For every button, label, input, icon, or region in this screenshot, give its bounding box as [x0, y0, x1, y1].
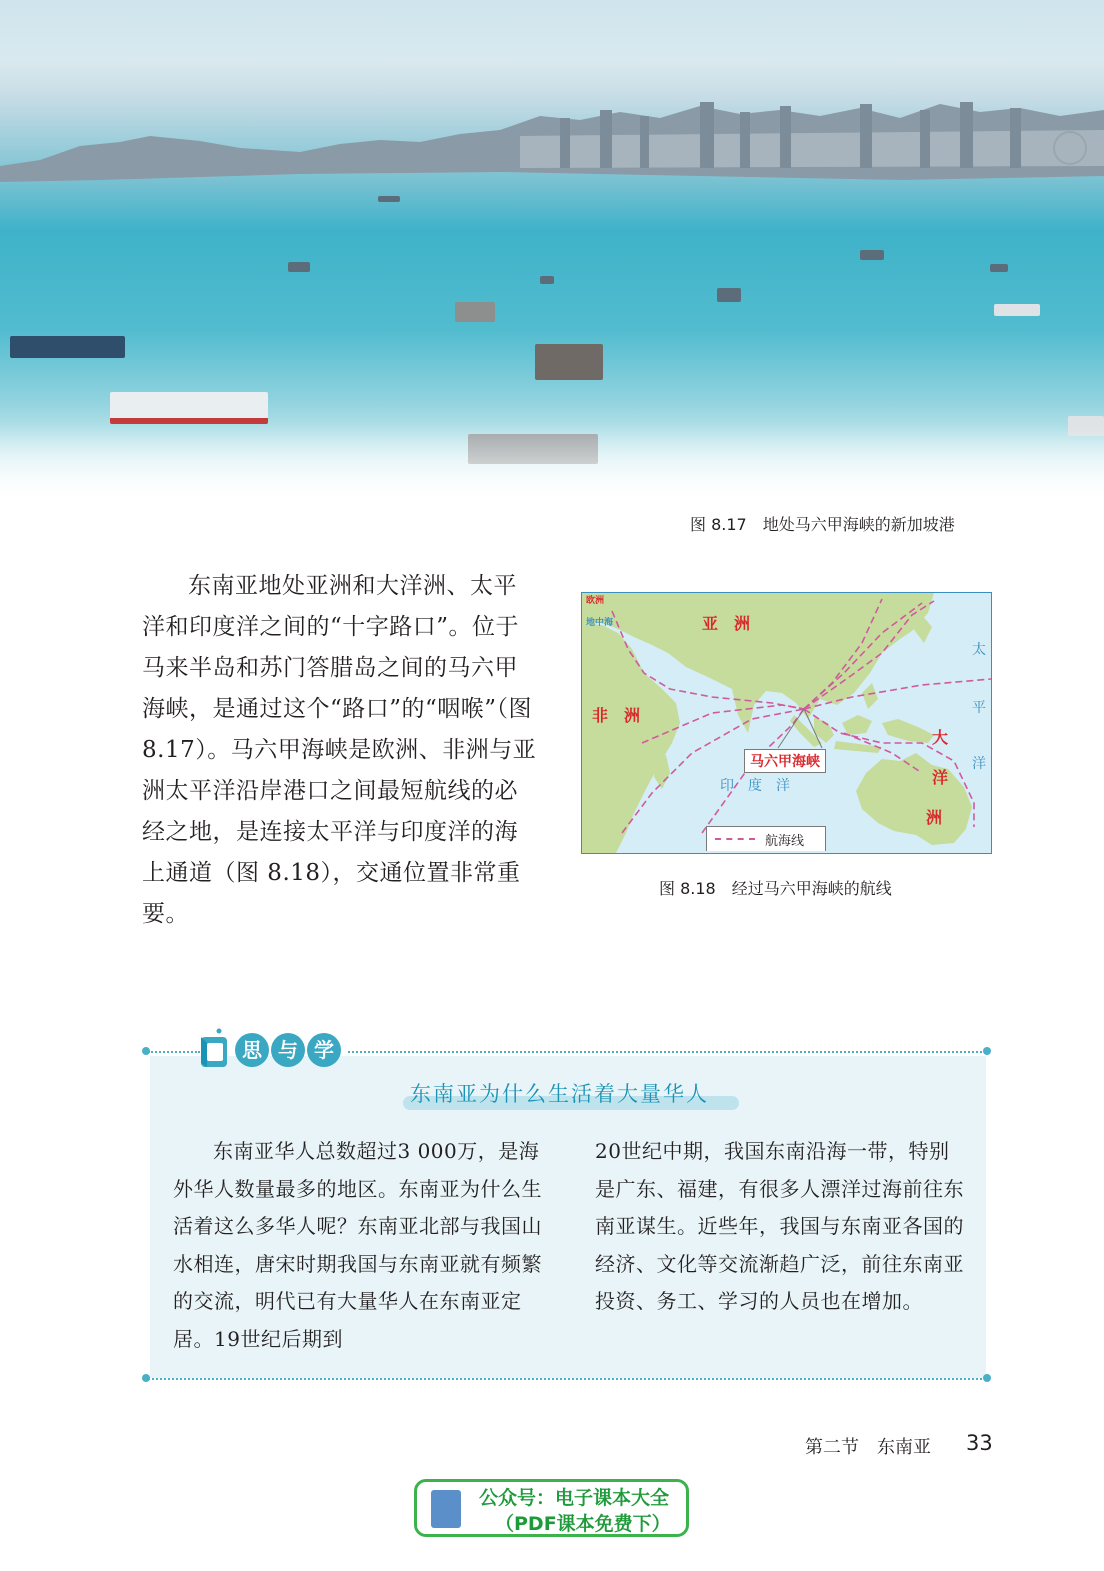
- map-label-indian-ocean: 印 度 洋: [720, 778, 790, 794]
- map-label-oceania-3: 洲: [926, 808, 943, 827]
- badge-char-3: 学: [307, 1033, 341, 1067]
- map-label-pacific-3: 洋: [972, 756, 986, 772]
- city-skyline: [0, 96, 1104, 191]
- watermark-badge: [414, 1479, 689, 1537]
- box-top-dotted-line: [148, 1051, 200, 1053]
- box-bottom-dotted-line: [148, 1378, 986, 1380]
- map-label-pacific-1: 太: [972, 642, 986, 658]
- legend-label: 航海线: [765, 834, 805, 849]
- main-paragraph-block: [142, 566, 540, 935]
- box-corner-dot: [142, 1374, 150, 1382]
- watermark-line-2: （PDF课本免费下）: [495, 1513, 671, 1535]
- section-footer: 第二节 东南亚: [805, 1437, 931, 1458]
- map-label-strait: 马六甲海峡: [744, 749, 826, 773]
- route-map: [581, 592, 992, 854]
- right-column-text: 20世纪中期，我国东南沿海一带，特别是广东、福建，有很多人漂洋过海前往东南亚谋生。近些年，我国与东南亚各国的经济、文化等交流渐趋广泛，前往东南亚投资、务工、学习的人员也在增加。: [595, 1139, 964, 1313]
- map-label-asia: 亚 洲: [702, 614, 751, 633]
- map-caption: 图 8.18 经过马六甲海峡的航线: [659, 879, 892, 898]
- ship: [288, 262, 310, 272]
- map-label-oceania-2: 洋: [932, 768, 949, 787]
- box-corner-dot: [983, 1374, 991, 1382]
- think-learn-badge: [197, 1027, 343, 1071]
- book-icon: [197, 1027, 237, 1071]
- ship: [455, 302, 495, 322]
- box-top-dotted-line: [348, 1051, 986, 1053]
- left-column-text: 东南亚华人总数超过3 000万，是海外华人数量最多的地区。东南亚为什么生活着这么多华人呢？东南亚北部与我国山水相连，唐宋时期我国与东南亚就有频繁的交流，明代已有大量华人在东南亚定居。19世纪后期到: [173, 1139, 542, 1351]
- singapore-port-photo: [0, 0, 1104, 505]
- box-corner-dot: [142, 1047, 150, 1055]
- ship: [535, 344, 603, 380]
- ship: [990, 264, 1008, 272]
- map-legend: [706, 826, 826, 851]
- ship: [378, 196, 400, 202]
- watermark-line-1: 公众号：电子课本大全: [479, 1487, 670, 1509]
- ship: [994, 304, 1040, 316]
- think-learn-right-column: [595, 1133, 967, 1321]
- ship: [717, 288, 741, 302]
- map-label-europe: 欧洲: [586, 596, 605, 606]
- think-learn-title: 东南亚为什么生活着大量华人: [410, 1082, 709, 1106]
- badge-char-2: 与: [271, 1033, 305, 1067]
- photo-caption: 图 8.17 地处马六甲海峡的新加坡港: [690, 515, 955, 534]
- ship: [10, 336, 125, 358]
- map-label-pacific-2: 平: [972, 700, 986, 716]
- ship: [110, 392, 268, 424]
- main-paragraph: 东南亚地处亚洲和大洋洲、太平洋和印度洋之间的“十字路口”。位于马来半岛和苏门答腊岛之间的马六甲海峡，是通过这个“路口”的“咽喉”（图 8.17）。马六甲海峡是欧洲、非洲与亚洲太平洋沿岸港口之间最短航线的必经之地，是连接太平洋与印度洋的海上通道（图 8.18），交通位置非常重要。: [142, 573, 537, 927]
- ship: [860, 250, 884, 260]
- textbook-logo-icon: [431, 1490, 461, 1528]
- ship: [540, 276, 554, 284]
- map-label-mediterranean: 地中海: [586, 618, 614, 628]
- map-label-oceania-1: 大: [932, 728, 949, 747]
- box-corner-dot: [983, 1047, 991, 1055]
- badge-char-1: 思: [235, 1033, 269, 1067]
- legend-route-line: [715, 838, 755, 840]
- page-number: 33: [966, 1431, 993, 1455]
- think-learn-left-column: [173, 1133, 545, 1358]
- map-label-africa: 非 洲: [592, 706, 641, 725]
